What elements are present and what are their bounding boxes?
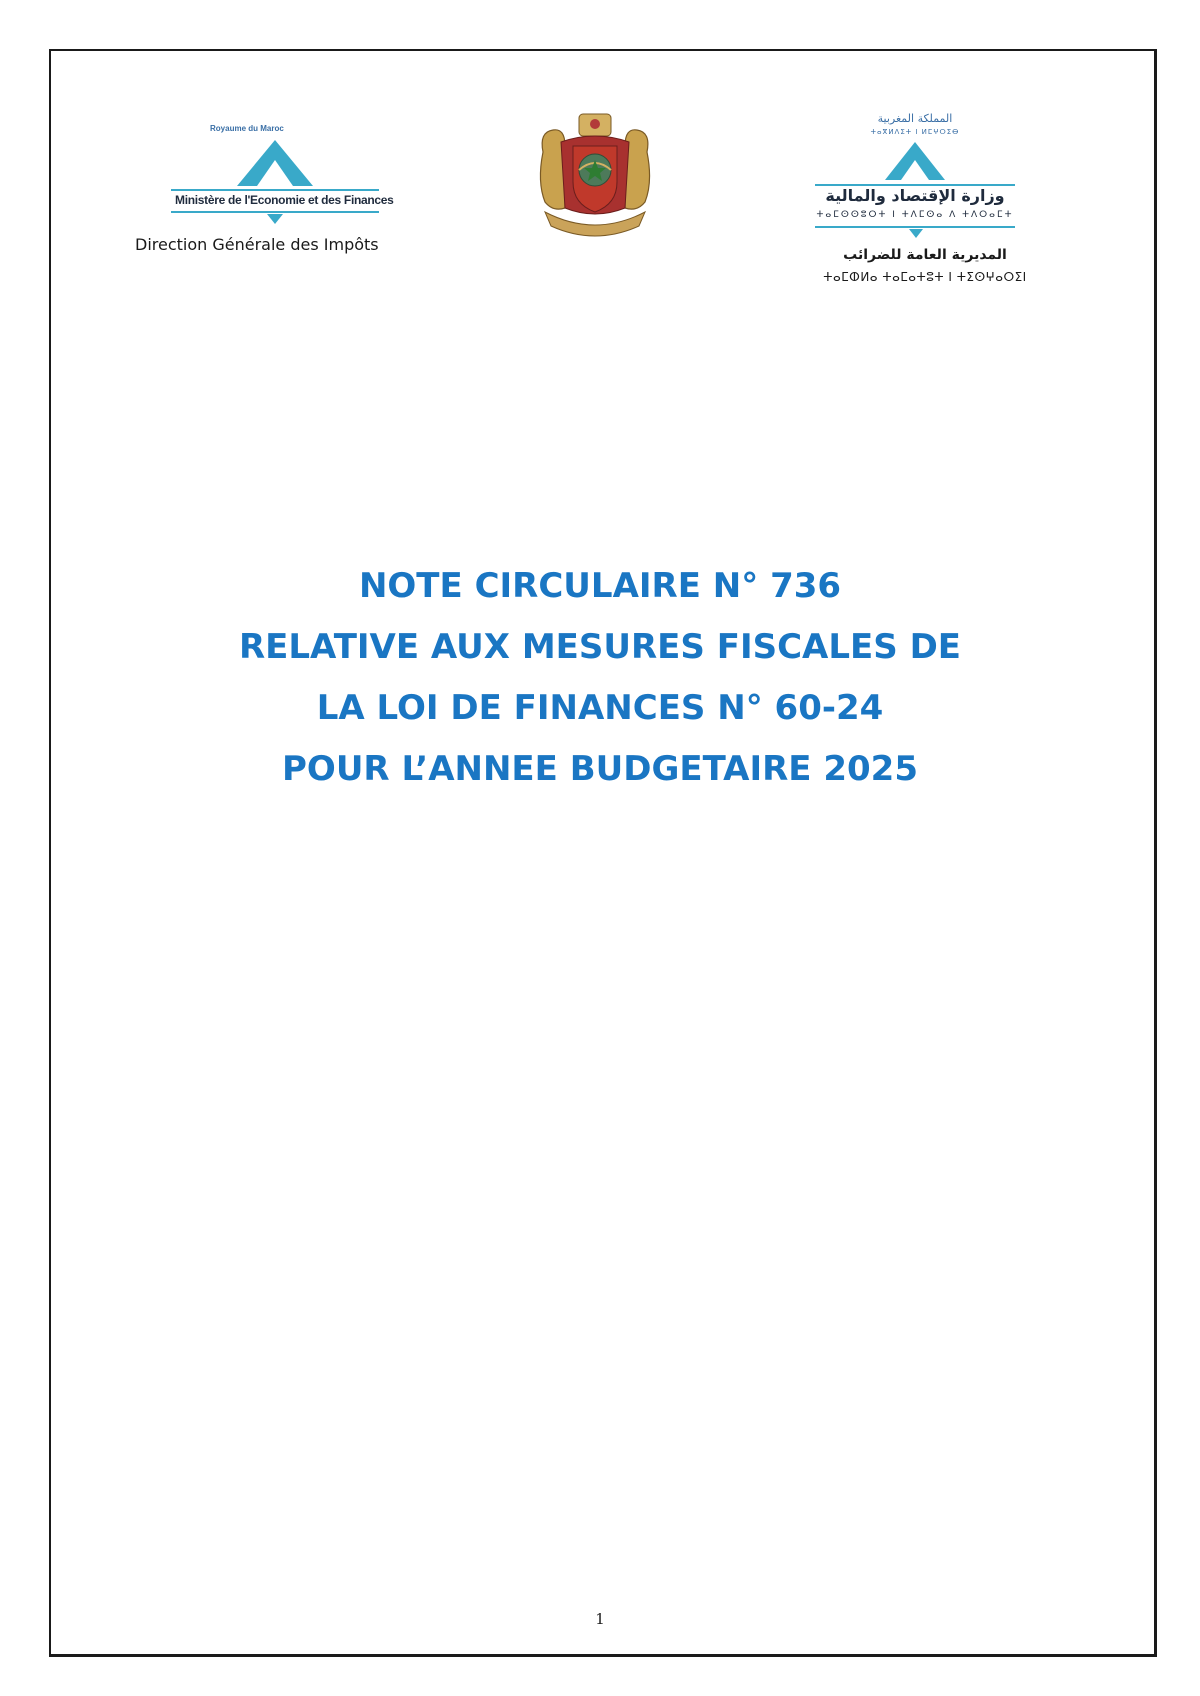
coat-of-arms-icon xyxy=(535,112,655,242)
mountain-logo-icon xyxy=(883,140,947,182)
ministry-logo-left xyxy=(135,118,415,268)
page-number: 1 xyxy=(595,1610,605,1628)
title-line-3: LA LOI DE FINANCES N° 60-24 xyxy=(316,688,884,728)
title-line-2: RELATIVE AUX MESURES FISCALES DE xyxy=(238,627,962,667)
kingdom-label-tifinagh: ⵜⴰⴳⵍⴷⵉⵜ ⵏ ⵍⵎⵖⵔⵉⴱ xyxy=(870,128,960,136)
directorate-label: Direction Générale des Impôts xyxy=(135,235,379,254)
title-line-1: NOTE CIRCULAIRE N° 736 xyxy=(358,566,842,606)
ministry-label-tifinagh: ⵜⴰⵎⵙⵙⵓⵔⵜ ⵏ ⵜⴷⵎⵙⴰ ⴷ ⵜⴷⵔⴰⵎⵜ xyxy=(816,210,1014,220)
directorate-label-arabic: المديرية العامة للضرائب xyxy=(843,247,1007,263)
title-line-4: POUR L’ANNEE BUDGETAIRE 2025 xyxy=(282,749,918,789)
logo-rule-bottom xyxy=(171,211,379,213)
triangle-down-icon xyxy=(909,229,923,238)
kingdom-label: Royaume du Maroc xyxy=(210,124,284,133)
document-title xyxy=(100,556,1100,800)
ministry-label-arabic: وزارة الإقتصاد والمالية xyxy=(825,186,1005,205)
ministry-label: Ministère de l'Economie et des Finances xyxy=(175,193,394,207)
ministry-logo-right xyxy=(815,110,1035,290)
logo-rule-top xyxy=(171,189,379,191)
logo-rule-bottom xyxy=(815,226,1015,228)
mountain-logo-icon xyxy=(235,138,315,188)
directorate-label-tifinagh: ⵜⴰⵎⵀⵍⴰ ⵜⴰⵎⴰⵜⵓⵜ ⵏ ⵜⵉⵙⵖⴰⵔⵉⵏ xyxy=(823,270,1027,284)
triangle-down-icon xyxy=(267,214,283,224)
page-frame xyxy=(49,49,1157,1657)
kingdom-label-arabic: المملكة المغربية xyxy=(877,112,953,125)
